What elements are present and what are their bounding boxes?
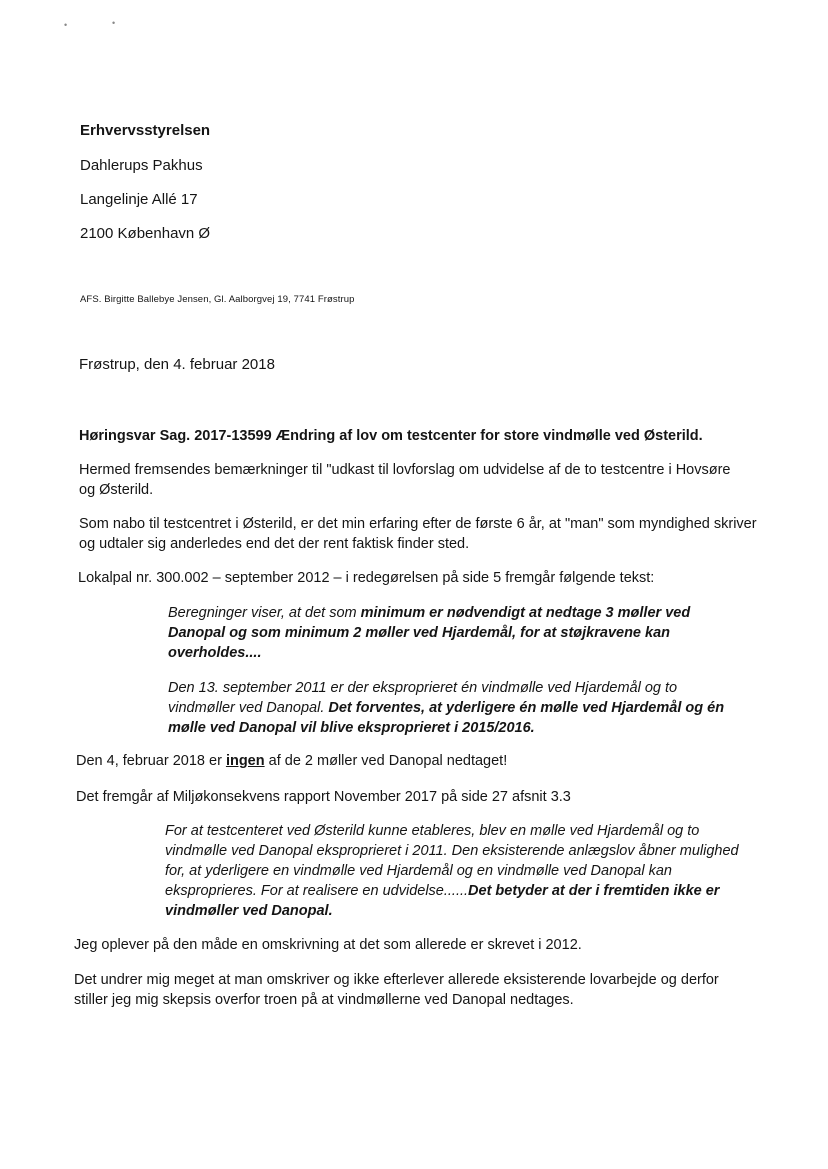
paragraph-intro: Hermed fremsendes bemærkninger til "udkast til lovforslag om udvidelse af de to testcentre i Hovsøre og Østerild. <box>79 462 731 498</box>
status-after: af de 2 møller ved Danopal nedtaget! <box>264 753 508 769</box>
recipient-name: Erhvervsstyrelsen <box>80 122 211 139</box>
scan-speck: • <box>64 20 68 30</box>
quote-calculations <box>168 603 738 663</box>
date-line: Frøstrup, den 4. februar 2018 <box>79 356 275 373</box>
paragraph-neighbour: Som nabo til testcentret i Østerild, er det min erfaring efter de første 6 år, at "man" som myndighed skriver og udtaler sig anderledes end det der rent faktisk finder sted. <box>79 516 757 552</box>
recipient-city: 2100 København Ø <box>80 225 211 242</box>
paragraph-lokalplan: Lokalpal nr. 300.002 – september 2012 – i redegørelsen på side 5 fremgår følgende tekst: <box>78 570 655 586</box>
scan-speck: • <box>112 18 116 28</box>
subject-line: Høringsvar Sag. 2017-13599 Ændring af lov om testcenter for store vindmølle ved Østerild. <box>79 428 703 444</box>
quote-calculations-regular: Beregninger viser, at det som <box>168 605 361 621</box>
quote-report-regular: For at testcenteret ved Østerild kunne etableres, blev en mølle ved Hjardemål og to vindmølle ved Danopal eksproprieret i 2011. Den eksisterende anlægslov åbner mulighed for, at yderligere en vindmølle ved Hjardemål og en vindmølle ved Danopal kan eksproprieres. For at realisere en udvidelse...... <box>165 823 739 899</box>
status-underlined: ingen <box>225 753 265 769</box>
paragraph-conclusion: Det undrer mig meget at man omskriver og ikke efterlever allerede eksisterende lovarbejde og derfor stiller jeg mig skepsis overfor troen på at vindmøllerne ved Danopal nedtages. <box>74 972 719 1008</box>
paragraph-status <box>76 751 756 771</box>
quote-expropriation-bold: Det forventes, at yderligere én mølle ved Hjardemål og én mølle ved Danopal vil blive eksproprieret i 2015/2016. <box>168 700 725 736</box>
paragraph-report: Det fremgår af Miljøkonsekvens rapport November 2017 på side 27 afsnit 3.3 <box>76 789 571 805</box>
status-before: Den 4, februar 2018 er <box>76 753 226 769</box>
quote-report-bold: Det betyder at der i fremtiden ikke er vindmøller ved Danopal. <box>165 883 720 919</box>
sender-line: AFS. Birgitte Ballebye Jensen, Gl. Aalborgvej 19, 7741 Frøstrup <box>80 294 355 305</box>
quote-expropriation <box>168 678 738 738</box>
recipient-building: Dahlerups Pakhus <box>80 157 203 174</box>
quote-report <box>165 821 745 921</box>
quote-expropriation-regular: Den 13. september 2011 er der eksproprieret én vindmølle ved Hjardemål og to vindmøller ved Danopal. <box>168 680 678 716</box>
recipient-street: Langelinje Allé 17 <box>80 191 198 208</box>
quote-calculations-bold: minimum er nødvendigt at nedtage 3 møller ved Danopal og som minimum 2 møller ved Hjardemål, for at støjkravene kan overholdes.... <box>168 605 691 661</box>
paragraph-rewrite: Jeg oplever på den måde en omskrivning at det som allerede er skrevet i 2012. <box>74 937 582 953</box>
